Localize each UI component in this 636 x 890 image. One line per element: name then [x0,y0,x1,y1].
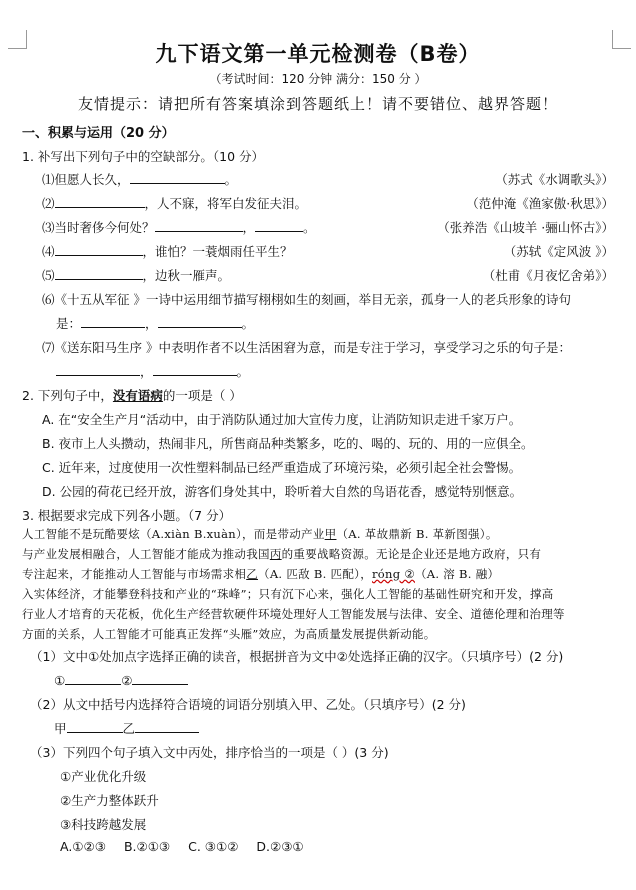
stem-emphasis: 没有语病 [112,388,163,403]
exam-info: （考试时间：120 分钟 满分：150 分 ） [209,72,427,86]
q1-item-2 [42,194,307,212]
answer-blank[interactable] [67,719,123,733]
passage-line: 方面的关系，人工智能才可能真正发挥“头雁”效应，为高质量发展提供新动能。 [22,627,436,641]
q3-sub-3: （3）下列四个句子填入文中丙处，排序恰当的一项是（ ）(3 分) [30,745,389,760]
answer-blank[interactable] [135,719,199,733]
q3-option-c[interactable]: C. ③①② [188,839,239,854]
q1-item-6-line1: ⑹《十五从军征 》一诗中运用细节描写栩栩如生的刻画，举目无亲，孤身一人的老兵形象的诗句 [42,292,571,307]
answer-blank[interactable] [55,266,143,280]
q1-item-5 [42,266,230,284]
answer-blank[interactable] [130,170,225,184]
item-text: 。 [241,316,255,331]
item-text: 是： [56,316,82,331]
q1-item-7-line2 [56,362,249,380]
pinyin-rong: róng ② [372,567,415,581]
passage-line [22,544,614,564]
question-2-stem [22,386,242,404]
item-text: 。 [224,172,238,187]
q3-sub-2: （2）从文中括号内选择符合语境的词语分别填入甲、乙处。（只填序号）(2 分) [30,697,466,712]
item-number: ⑵ [42,196,55,211]
item-text: ， [145,316,158,331]
q3-sentence-2: ②生产力整体跃升 [60,793,159,808]
question-1-stem: 1. 补写出下列句子中的空缺部分。（10 分） [22,149,265,164]
q2-option-c[interactable]: C. 近年来，过度使用一次性塑料制品已经严重造成了环境污染，必须引起全社会警惕。 [42,460,522,475]
q3-sub-1: （1）文中①处加点字选择正确的读音，根据拼音为文中②处选择正确的汉字。（只填序号）(2 分) [30,649,564,664]
page-title: 九下语文第一单元检测卷（B卷） [155,42,481,66]
passage-line [22,564,614,584]
q1-item-1-source: （苏式《水调歌头》） [495,172,614,187]
passage-line: 行业人才培育的天花板，优化生产经营软硬件环境处理好人工智能发展与法律、安全、道德伦理和治理等 [22,607,565,621]
passage-text: 与产业发展相融合，人工智能才能成为推动我国 [22,547,270,561]
passage-text: 专注起来，才能推动人工智能与市场需求相 [22,567,247,581]
answer-blank[interactable] [132,671,188,685]
item-text: ， [140,364,153,379]
q2-option-b[interactable]: B. 夜市上人头攒动，热闹非凡，所售商品种类繁多，吃的、喝的、玩的、用的一应俱全。 [42,436,534,451]
item-number: ⑸ [42,268,55,283]
passage-text: 的重要战略资源。无论是企业还是地方政府，只有 [281,547,542,561]
answer-blank[interactable] [255,218,303,232]
q1-item-5-source: （杜甫《月夜忆舍弟》） [482,268,614,283]
answer-blank[interactable] [81,314,145,328]
section-heading: 一、积累与运用（20 分） [22,126,175,141]
answer-label: ② [121,673,133,688]
q3-options [60,839,304,854]
blank-bing: 丙 [269,547,282,561]
q1-item-4-source: （苏轼《定风波 》） [503,244,614,259]
q3-sentence-1: ①产业优化升级 [60,769,147,784]
q3-option-a[interactable]: A.①②③ [60,839,106,854]
answer-blank[interactable] [56,362,140,376]
q1-item-6-line2 [56,314,254,332]
answer-blank[interactable] [155,218,243,232]
passage-text: （A. 匹敌 B. 匹配）， [258,567,372,581]
item-number: ⑷ [42,244,55,259]
blank-yi: 乙 [246,567,259,581]
q1-item-7-line1: ⑺《送东阳马生序 》中表明作者不以生活困窘为意，而是专注于学习，享受学习之乐的句子是： [42,340,571,355]
item-text: ，人不寐，将军白发征夫泪。 [144,196,308,211]
passage-text: （A. 革故鼎新 B. 革新图强）。 [336,527,498,541]
reading-passage [22,524,614,644]
q2-option-d[interactable]: D. 公园的荷花已经开放，游客们身处其中，聆听着大自然的鸟语花香，感觉特别惬意。 [42,484,523,499]
answer-blank[interactable] [55,242,143,256]
item-number: ⑶ [42,220,55,235]
blank-jia: 甲 [324,527,337,541]
q3-sentence-3: ③科技跨越发展 [60,817,147,832]
item-text: ，边秋一雁声。 [142,268,231,283]
item-text: ，谁怕？一蓑烟雨任平生？ [142,244,293,259]
passage-text: 人工智能不是玩酷要炫（A.xiàn B.xuàn），而是带动产业 [22,527,325,541]
answer-label: ① [54,673,66,688]
friendly-tip: 友情提示：请把所有答案填涂到答题纸上！请不要错位、越界答题！ [77,95,558,113]
q3-option-d[interactable]: D.②③① [256,839,304,854]
q3-sub-1-answers [54,671,188,688]
item-text: 当时奢侈今何处？ [54,220,155,235]
q1-item-2-source: （范仲淹《渔家傲·秋思》） [466,196,614,211]
q3-option-b[interactable]: B.②①③ [123,839,171,854]
item-text: 但愿人长久， [54,172,130,187]
answer-blank[interactable] [55,194,145,208]
q3-sub-2-answers [54,719,199,737]
item-text: 。 [236,364,250,379]
answer-blank[interactable] [158,314,242,328]
passage-line [22,524,614,544]
question-3-stem: 3. 根据要求完成下列各小题。（7 分） [22,508,232,523]
item-text: ， [242,220,256,235]
q1-item-3 [42,218,316,236]
q1-item-3-source: （张养浩《山坡羊 ·骊山怀古》） [437,220,614,235]
item-number: ⑴ [42,172,55,187]
answer-label: 乙 [122,721,136,736]
item-text: 。 [303,220,316,235]
passage-line: 入实体经济，才能攀登科技和产业的“珠峰”；只有沉下心来，强化人工智能的基础性研究和开发，撑高 [22,587,554,601]
answer-blank[interactable] [65,671,121,685]
answer-blank[interactable] [153,362,237,376]
stem-text: 2. 下列句子中， [22,388,113,403]
q1-item-1 [42,170,237,188]
q1-item-4 [42,242,293,260]
answer-label: 甲 [54,721,67,736]
q2-option-a[interactable]: A. 在“安全生产月“活动中，由于消防队通过加大宣传力度，让消防知识走进千家万户。 [42,412,522,427]
passage-text: （A. 溶 B. 融） [414,567,500,581]
stem-text: 的一项是（ ） [162,388,242,403]
